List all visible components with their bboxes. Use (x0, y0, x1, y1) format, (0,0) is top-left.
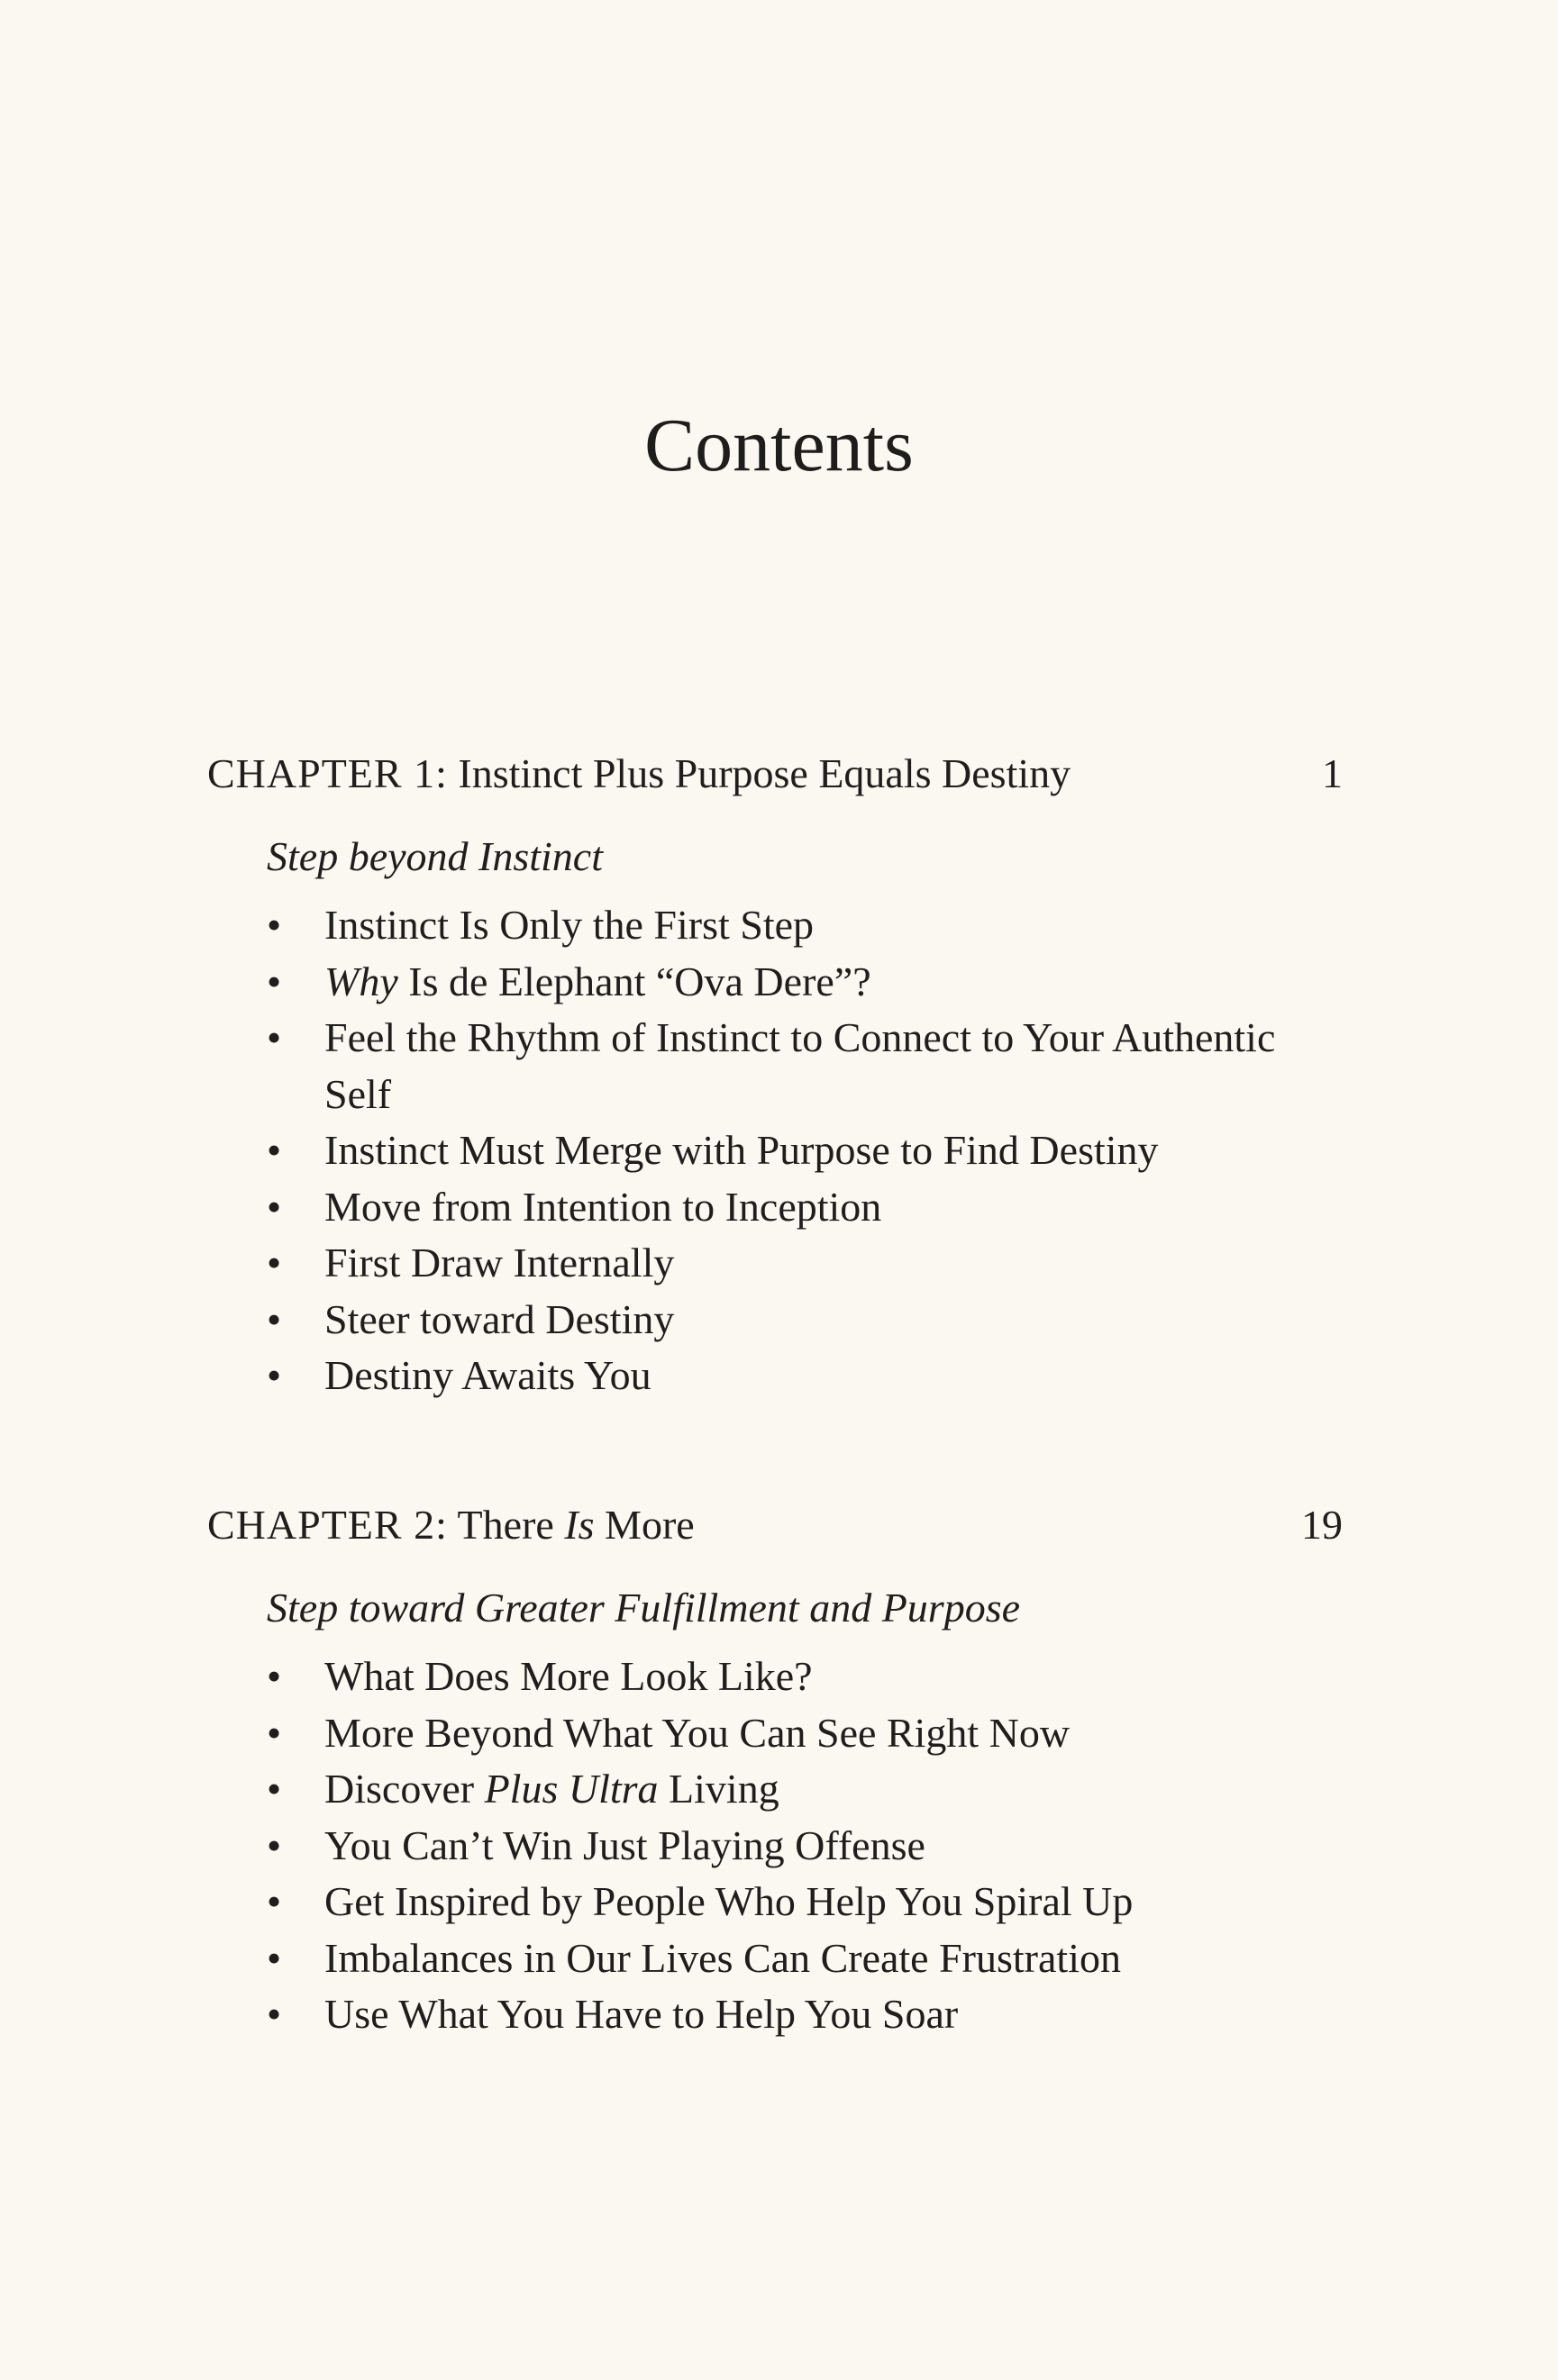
page-title: Contents (644, 404, 914, 487)
list-item[interactable] (207, 1930, 1343, 1987)
bullet-icon: • (267, 1127, 282, 1173)
bullet-icon: • (267, 1295, 282, 1342)
list-item-text: Instinct Must Merge with Purpose to Find Destiny (324, 1127, 1159, 1173)
bullet-icon: • (267, 1766, 282, 1812)
list-item[interactable] (207, 1010, 1343, 1122)
list-item-text-pre: Discover (324, 1766, 485, 1812)
list-item[interactable] (207, 1986, 1343, 2043)
list-item-text: First Draw Internally (324, 1240, 675, 1285)
list-item-emphasis: Plus Ultra (484, 1766, 659, 1812)
list-item-text: What Does More Look Like? (324, 1653, 813, 1699)
list-item-text: Move from Intention to Inception (324, 1183, 882, 1230)
bullet-icon: • (267, 1991, 282, 2037)
bullet-icon: • (267, 1183, 282, 1230)
list-item-text-post: Living (658, 1766, 779, 1812)
chapter-2-topic-list (207, 1649, 1343, 2043)
bullet-icon: • (267, 958, 282, 1004)
chapter-2-heading[interactable] (207, 1497, 1343, 1553)
list-item[interactable] (207, 1292, 1343, 1349)
list-item-text-rest: Is de Elephant “Ova Dere”? (397, 958, 871, 1004)
chapter-2-label: CHAPTER 2: (207, 1502, 448, 1548)
list-item-text: You Can’t Win Just Playing Offense (324, 1821, 925, 1868)
chapter-1 (207, 746, 1343, 1404)
list-item[interactable] (207, 1761, 1343, 1818)
chapter-1-page-number: 1 (1322, 750, 1343, 796)
bullet-icon: • (267, 1240, 282, 1285)
list-item-text: Instinct Is Only the First Step (324, 902, 815, 948)
chapter-2 (207, 1497, 1343, 2043)
list-item-text: Get Inspired by People Who Help You Spiral Up (324, 1878, 1134, 1924)
list-item-emphasis: Why (324, 958, 398, 1004)
bullet-icon: • (267, 1821, 282, 1868)
list-item-text: Feel the Rhythm of Instinct to Connect to Your Authentic Self (324, 1014, 1276, 1117)
list-item[interactable] (207, 897, 1343, 954)
bullet-icon: • (267, 1709, 282, 1756)
chapter-1-subtitle: Step beyond Instinct (267, 833, 604, 879)
list-item[interactable] (207, 1235, 1343, 1292)
chapter-1-topic-list (207, 897, 1343, 1404)
list-item[interactable] (207, 1818, 1343, 1875)
chapter-2-title: There Is More (457, 1502, 695, 1548)
list-item-text: Imbalances in Our Lives Can Create Frustration (324, 1934, 1121, 1981)
list-item-text: Use What You Have to Help You Soar (324, 1991, 959, 2037)
list-item[interactable] (207, 1122, 1343, 1179)
bullet-icon: • (267, 902, 282, 948)
list-item[interactable] (207, 1348, 1343, 1404)
chapter-2-subtitle: Step toward Greater Fulfillment and Purpose (267, 1585, 1021, 1631)
list-item[interactable] (207, 1874, 1343, 1930)
list-item-text: Destiny Awaits You (324, 1352, 651, 1398)
chapter-2-page-number: 19 (1301, 1502, 1343, 1548)
bullet-icon: • (267, 1352, 282, 1398)
list-item[interactable] (207, 1179, 1343, 1236)
chapter-1-label: CHAPTER 1: (207, 750, 448, 796)
chapter-1-title: Instinct Plus Purpose Equals Destiny (458, 750, 1071, 796)
list-item-text: Steer toward Destiny (324, 1295, 675, 1342)
bullet-icon: • (267, 1878, 282, 1924)
bullet-icon: • (267, 1934, 282, 1981)
list-item[interactable] (207, 1649, 1343, 1705)
list-item[interactable] (207, 954, 1343, 1011)
list-item-text: More Beyond What You Can See Right Now (324, 1709, 1071, 1756)
bullet-icon: • (267, 1653, 282, 1699)
bullet-icon: • (267, 1014, 282, 1060)
chapter-1-heading[interactable] (207, 746, 1343, 802)
list-item[interactable] (207, 1705, 1343, 1762)
